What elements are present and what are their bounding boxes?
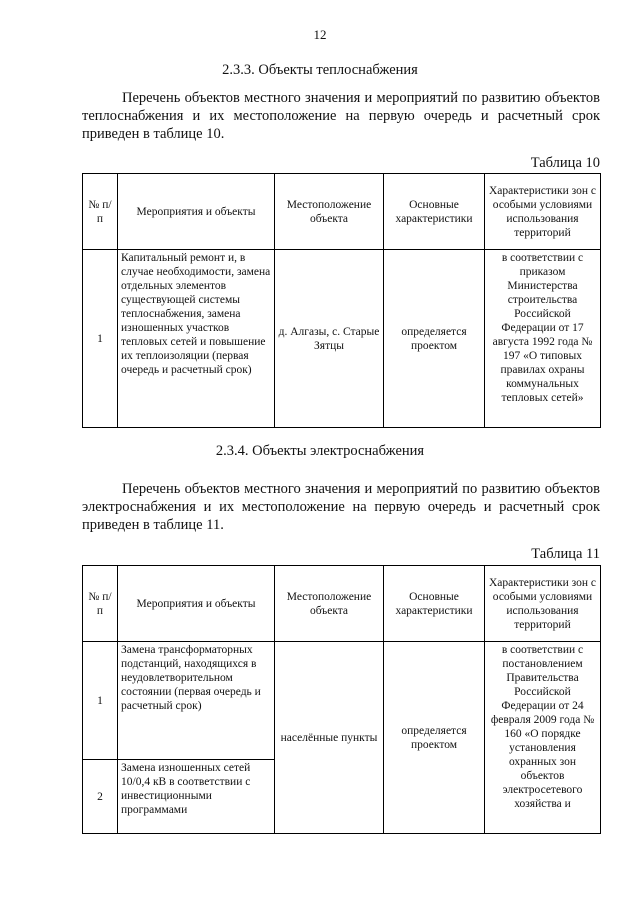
table-row (83, 642, 601, 760)
table-row (83, 250, 601, 428)
table-11 (82, 565, 601, 834)
section-paragraph-power: Перечень объектов местного значения и мероприятий по развитию объектов электроснабжения и их местоположение на первую очередь и расчетный срок приведен в таблице 11. (82, 481, 600, 533)
row-number: 1 (83, 642, 118, 760)
header-cell-measures: Мероприятия и объекты (118, 566, 275, 642)
section-paragraph-heat: Перечень объектов местного значения и мероприятий по развитию объектов теплоснабжения и их местоположение на первую очередь и расчетный срок приведен в таблице 10. (82, 90, 600, 142)
header-cell-characteristics: Основные характеристики (384, 566, 485, 642)
table-header-row (83, 174, 601, 250)
header-cell-number: № п/п (83, 174, 118, 250)
header-cell-zones: Характеристики зон с особыми условиями использования территорий (485, 566, 601, 642)
header-cell-number: № п/п (83, 566, 118, 642)
page-number: 12 (313, 27, 327, 42)
row-location: населённые пункты (275, 642, 384, 834)
row-location: д. Алгазы, с. Старые Зятцы (275, 250, 384, 428)
table-caption-10: Таблица 10 (530, 155, 600, 171)
table-header-row (83, 566, 601, 642)
row-number: 1 (83, 250, 118, 428)
section-heading-power: 2.3.4. Объекты электроснабжения (215, 443, 425, 459)
header-cell-characteristics: Основные характеристики (384, 174, 485, 250)
table-10 (82, 173, 601, 428)
row-measure: Капитальный ремонт и, в случае необходимости, замена отдельных элементов существующей системы теплоснабжения, замена изношенных участков тепловых сетей и повышение их теплоизоляции (первая очередь и расчетный срок) (118, 250, 275, 428)
header-cell-location: Местоположение объекта (275, 174, 384, 250)
header-cell-location: Местоположение объекта (275, 566, 384, 642)
header-cell-zones: Характеристики зон с особыми условиями использования территорий (485, 174, 601, 250)
row-number: 2 (83, 760, 118, 834)
row-measure: Замена изношенных сетей 10/0,4 кВ в соответствии с инвестиционными программами (118, 760, 275, 834)
header-cell-measures: Мероприятия и объекты (118, 174, 275, 250)
row-zones: в соответствии с постановлением Правительства Российской Федерации от 24 февраля 2009 года № 160 «О порядке установления охранных зон объектов электросетевого хозяйства и (485, 642, 601, 834)
row-characteristics: определяется проектом (384, 250, 485, 428)
row-zones: в соответствии с приказом Министерства строительства Российской Федерации от 17 августа 1992 года № 197 «О типовых правилах охраны коммунальных тепловых сетей» (485, 250, 601, 428)
table-caption-11: Таблица 11 (531, 546, 600, 562)
row-characteristics: определяется проектом (384, 642, 485, 834)
section-heading-heat: 2.3.3. Объекты теплоснабжения (222, 62, 418, 78)
row-measure: Замена трансформаторных подстанций, находящихся в неудовлетворительном состоянии (первая очередь и расчетный срок) (118, 642, 275, 760)
